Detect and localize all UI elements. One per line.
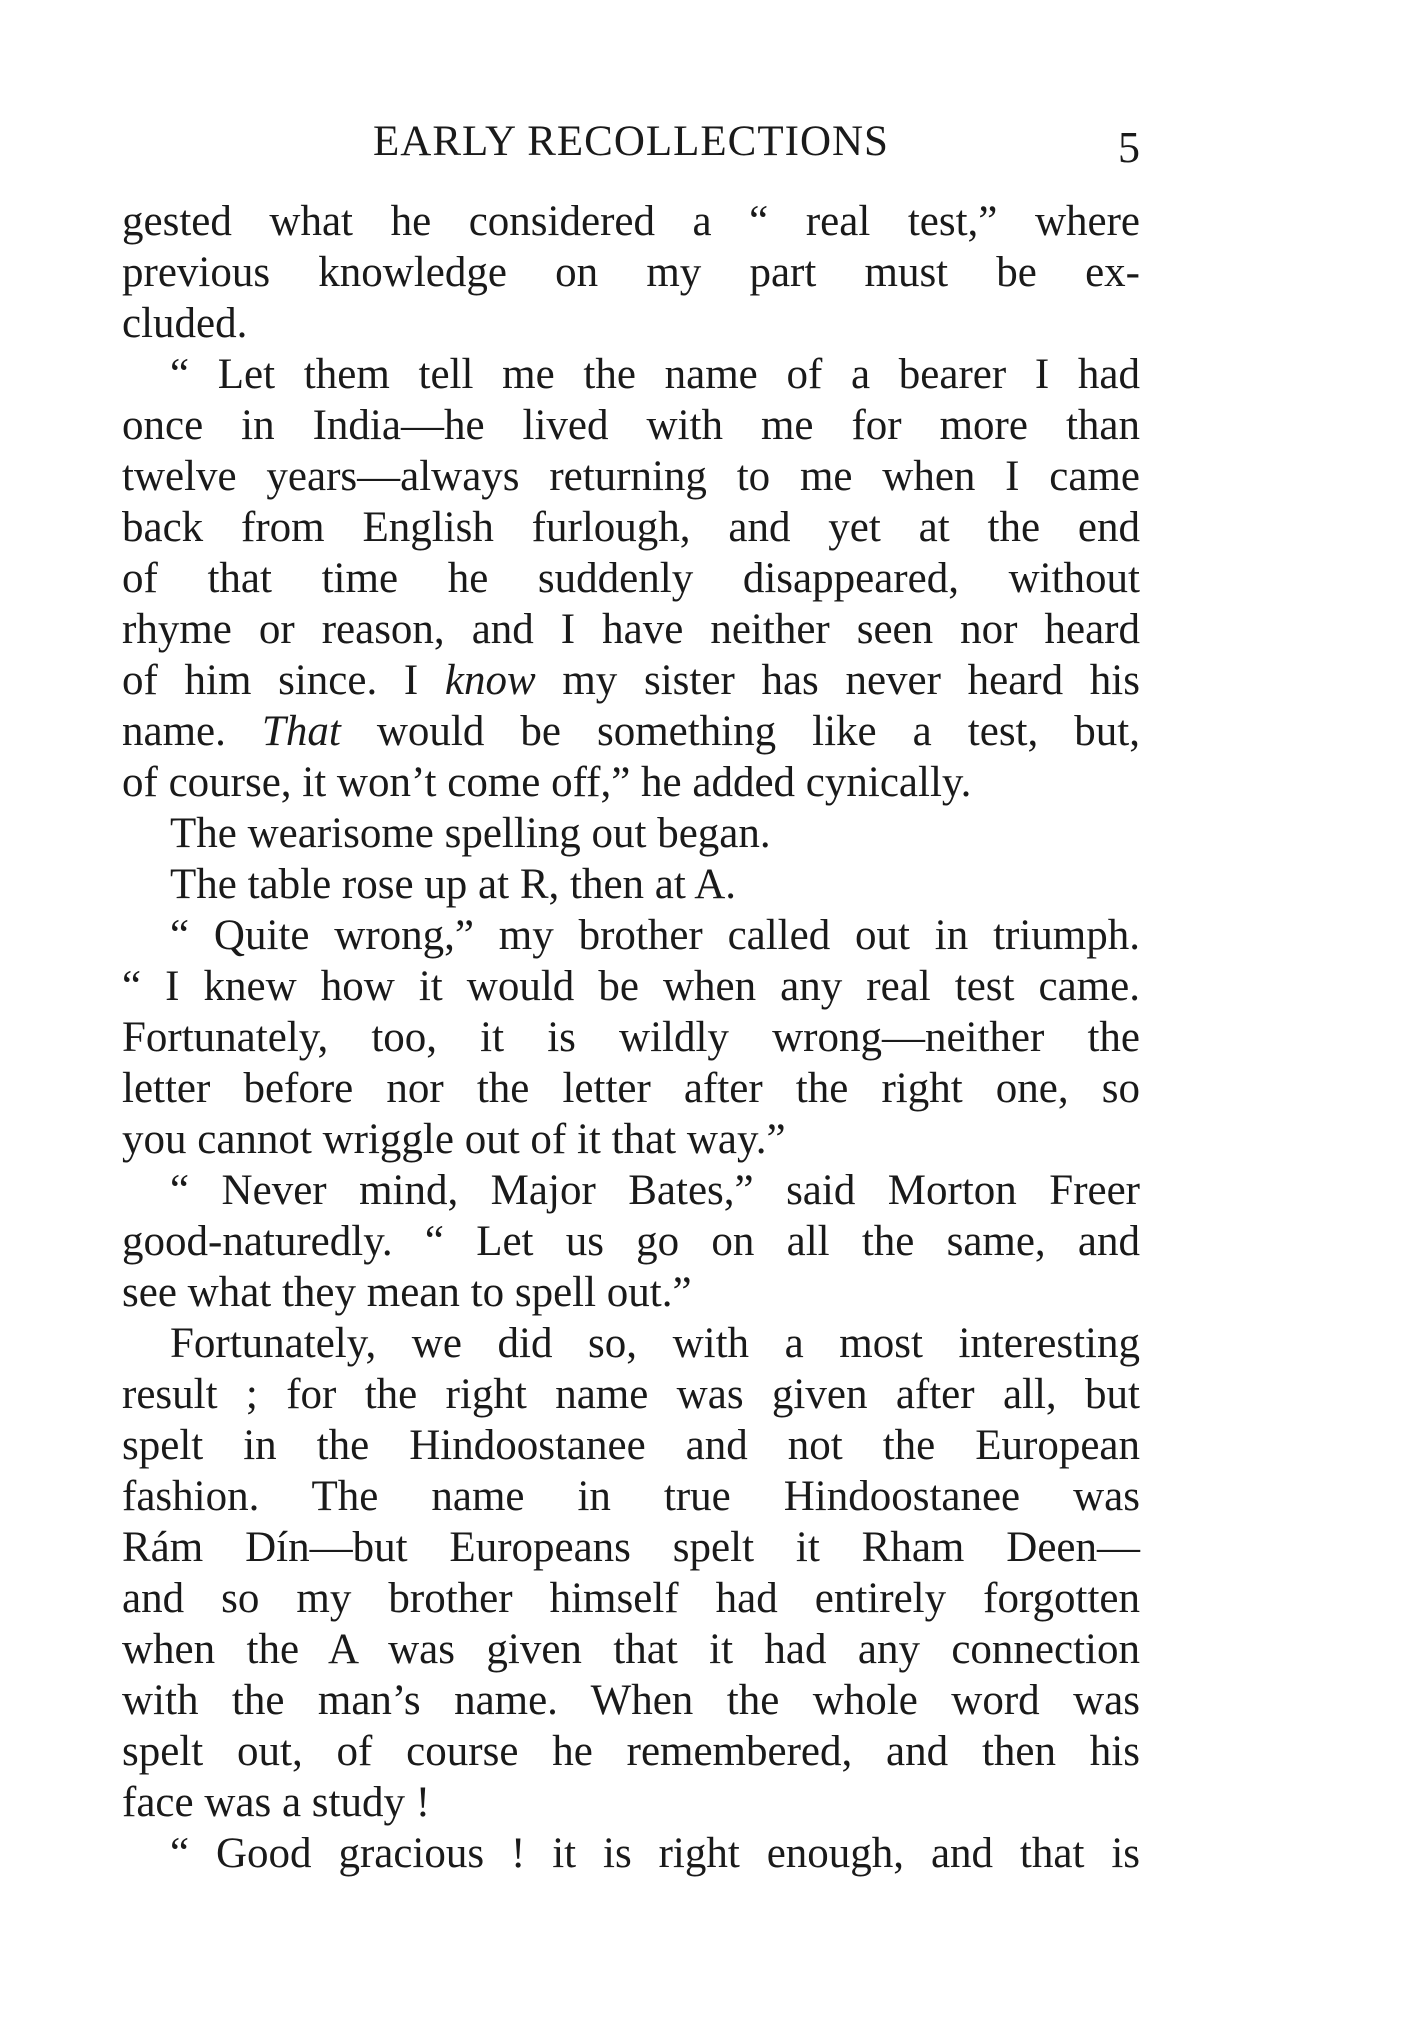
text-segment: name. <box>122 708 262 755</box>
text-line: letter before nor the letter after the right one, so <box>122 1065 1140 1112</box>
body-text <box>122 196 1140 1879</box>
text-line: twelve years—always returning to me when I came <box>122 453 1140 500</box>
text-segment: of him since. I <box>122 657 445 704</box>
text-line: Rám Dín—but Europeans spelt it Rham Deen— <box>122 1524 1140 1571</box>
running-title: EARLY RECOLLECTIONS <box>373 118 889 165</box>
text-line: The table rose up at R, then at A. <box>170 861 737 908</box>
text-line: see what they mean to spell out.” <box>122 1269 692 1316</box>
text-line: “ Let them tell me the name of a bearer I had <box>170 351 1140 398</box>
text-line: Fortunately, we did so, with a most interesting <box>170 1320 1140 1367</box>
page-number: 5 <box>1118 123 1140 172</box>
text-line: previous knowledge on my part must be ex- <box>122 249 1140 296</box>
text-line: of that time he suddenly disappeared, without <box>122 555 1140 602</box>
text-line: result ; for the right name was given after all, but <box>122 1371 1140 1418</box>
text-line: you cannot wriggle out of it that way.” <box>122 1116 786 1163</box>
text-line: gested what he considered a “ real test,” where <box>122 198 1140 245</box>
text-line: spelt out, of course he remembered, and then his <box>122 1728 1140 1775</box>
text-line: “ Never mind, Major Bates,” said Morton Freer <box>170 1167 1140 1214</box>
text-line: face was a study ! <box>122 1779 431 1826</box>
text-line: when the A was given that it had any connection <box>122 1626 1140 1673</box>
text-segment: would be something like a test, but, <box>340 708 1140 755</box>
text-line: good-naturedly. “ Let us go on all the same, and <box>122 1218 1140 1265</box>
italic-text: That <box>261 708 341 755</box>
text-line: and so my brother himself had entirely forgotten <box>122 1575 1140 1622</box>
text-line: “ Good gracious ! it is right enough, and that is <box>170 1830 1140 1877</box>
text-line <box>122 655 1140 706</box>
text-line: back from English furlough, and yet at the end <box>122 504 1140 551</box>
text-line: cluded. <box>122 300 248 347</box>
text-line: once in India—he lived with me for more than <box>122 402 1140 449</box>
text-line: “ I knew how it would be when any real test came. <box>122 963 1140 1010</box>
text-line: Fortunately, too, it is wildly wrong—neither the <box>122 1014 1140 1061</box>
text-line: of course, it won’t come off,” he added cynically. <box>122 759 972 806</box>
text-line: fashion. The name in true Hindoostanee was <box>122 1473 1140 1520</box>
running-head <box>122 112 1140 172</box>
text-line: The wearisome spelling out began. <box>170 810 771 857</box>
italic-text: know <box>444 657 536 704</box>
text-line: with the man’s name. When the whole word was <box>122 1677 1140 1724</box>
text-line: rhyme or reason, and I have neither seen nor heard <box>122 606 1140 653</box>
text-line <box>122 706 1140 757</box>
text-line: spelt in the Hindoostanee and not the European <box>122 1422 1140 1469</box>
text-segment: my sister has never heard his <box>535 657 1140 704</box>
text-line: “ Quite wrong,” my brother called out in triumph. <box>170 912 1140 959</box>
